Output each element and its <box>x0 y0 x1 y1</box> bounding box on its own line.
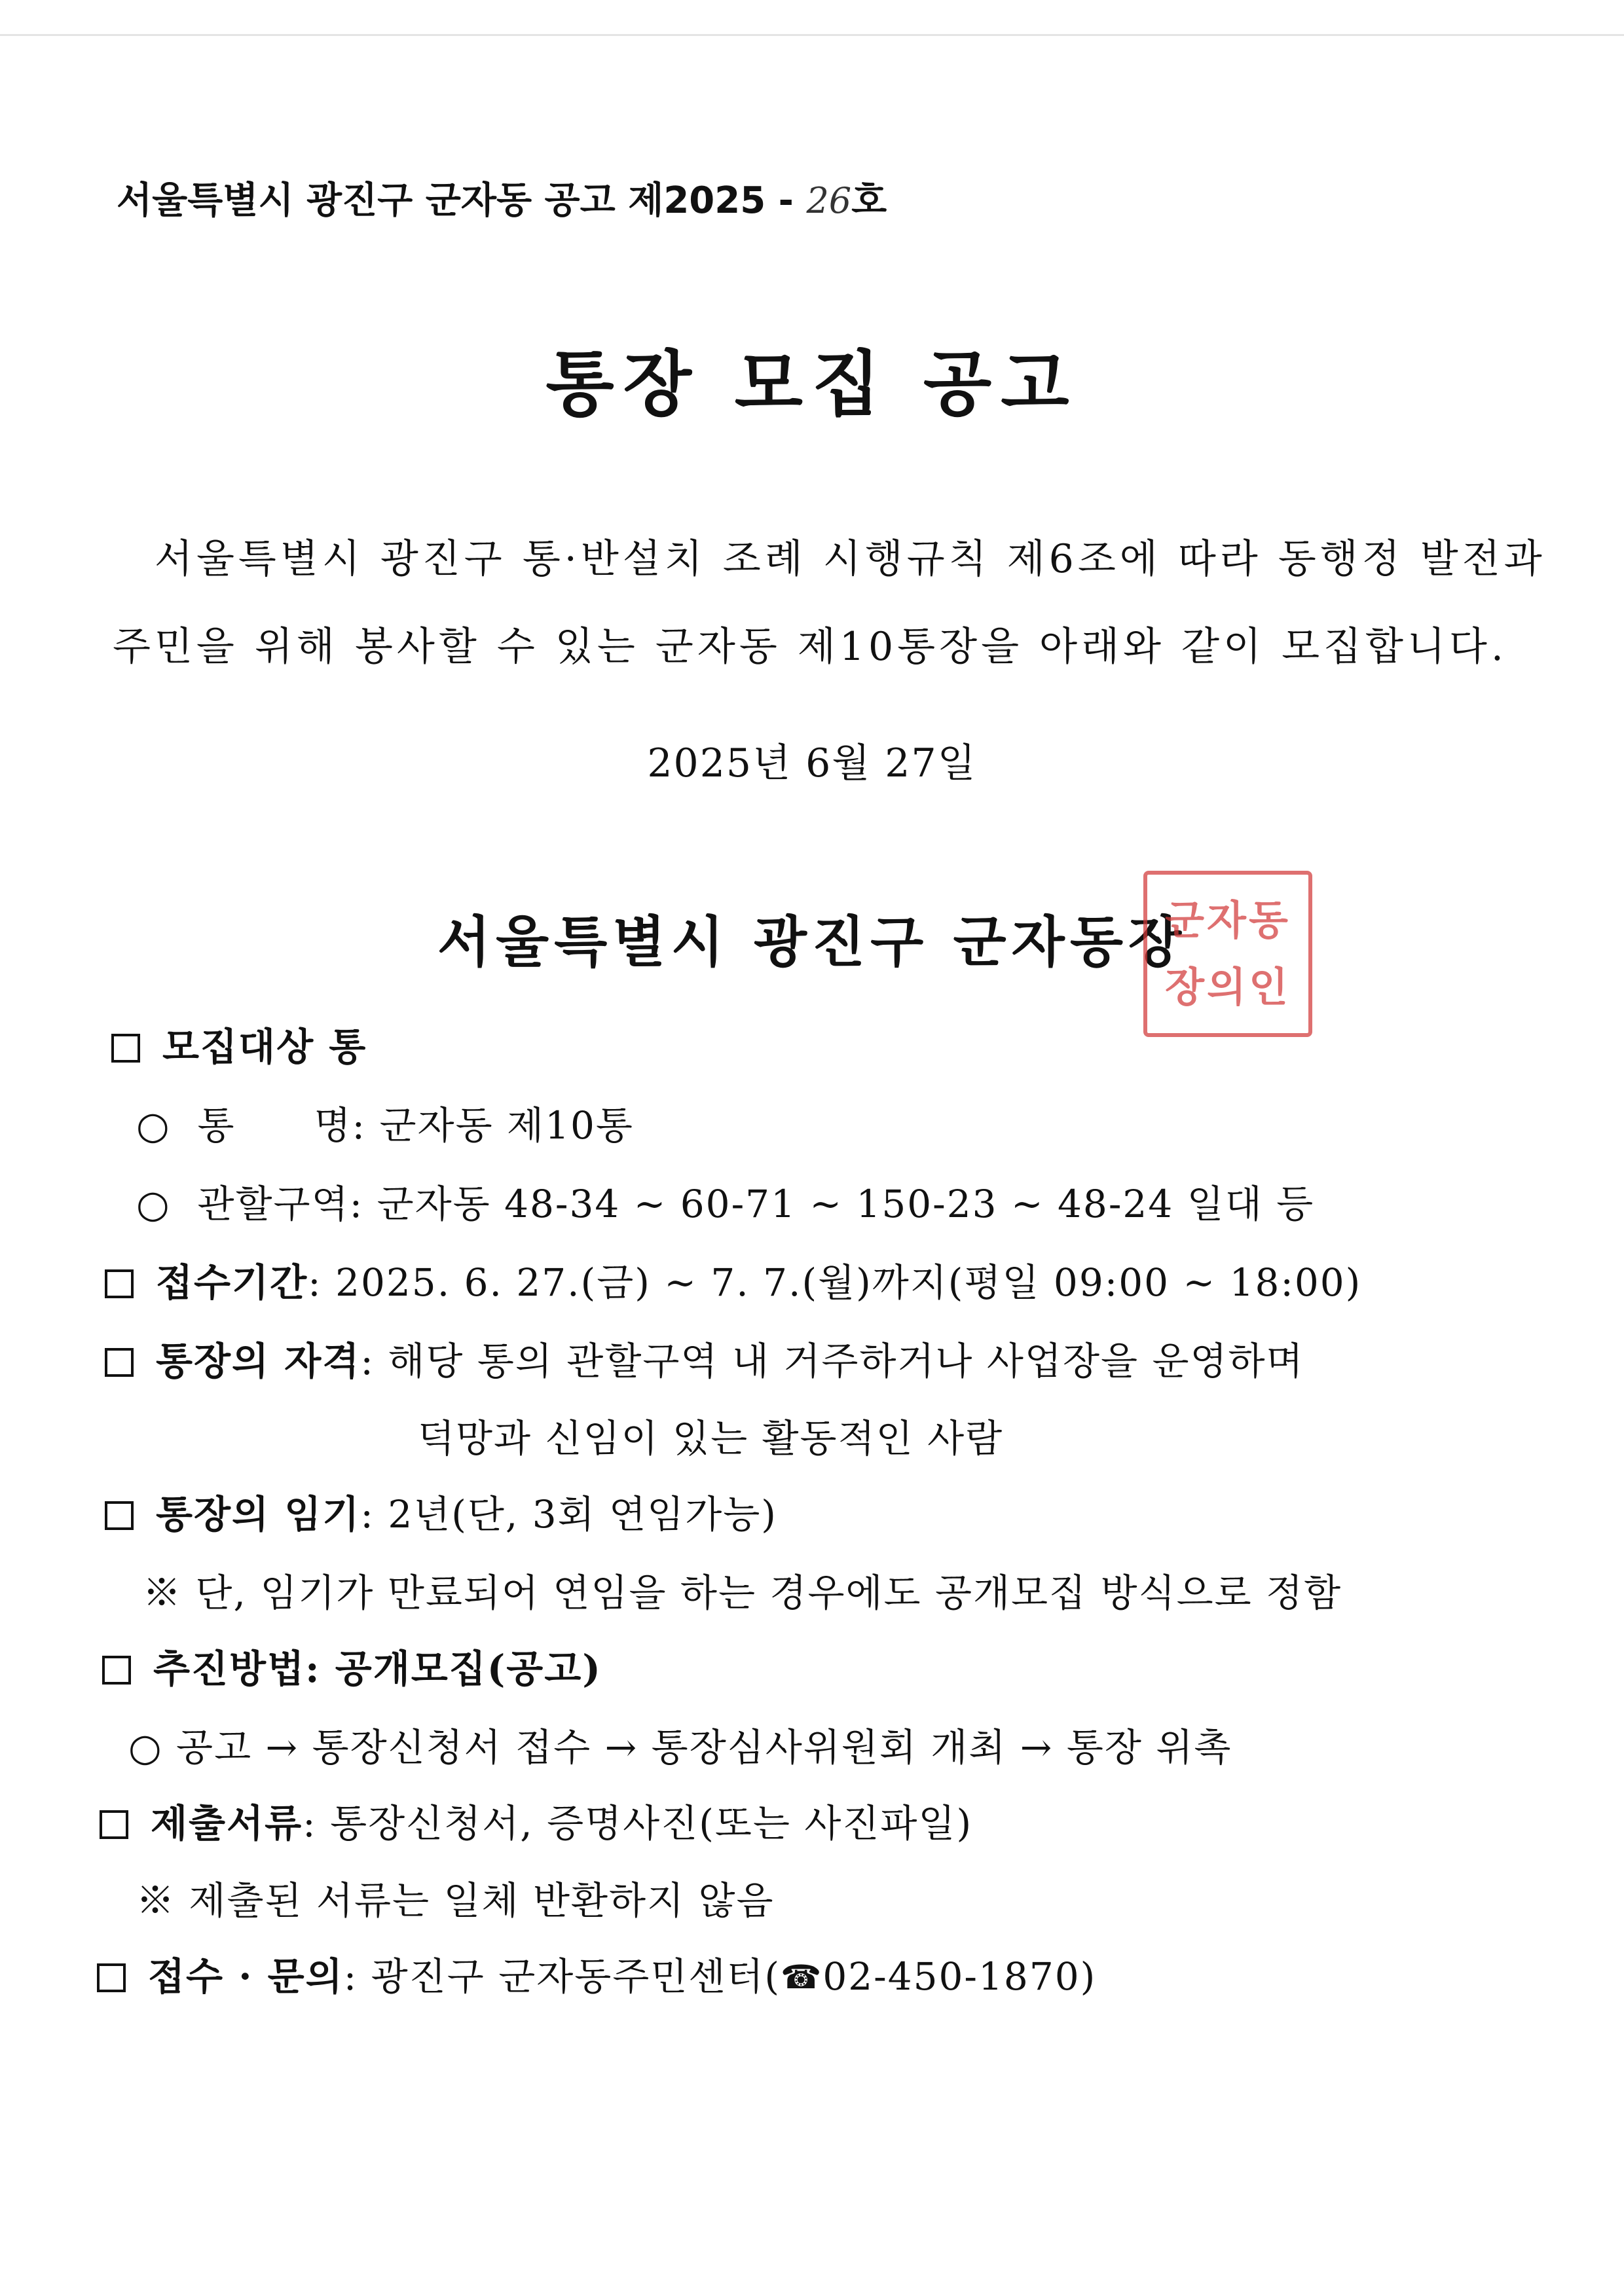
checkbox-icon <box>105 1348 134 1377</box>
phone-icon: ☎ <box>781 1958 823 1996</box>
section-term-value: : 2년(단, 3회 연임가능) <box>360 1492 777 1537</box>
checkbox-icon <box>100 1810 128 1839</box>
target-name-value: 군자동 제10통 <box>379 1103 634 1148</box>
notice-number-prefix: 서울특별시 광진구 군자동 공고 제2025 - <box>117 179 794 222</box>
section-target <box>111 1016 367 1071</box>
target-area-row <box>136 1173 1314 1228</box>
checkbox-icon <box>105 1269 134 1298</box>
notice-number-suffix: 호 <box>851 179 887 222</box>
section-term <box>105 1484 777 1539</box>
notice-number <box>117 172 887 224</box>
notice-date: 2025년 6월 27일 <box>647 740 977 786</box>
section-qualification-label: 통장의 자격 <box>156 1339 361 1383</box>
page-top-edge <box>0 34 1624 36</box>
section-method <box>102 1638 602 1693</box>
intro-line-1: 서울특별시 광진구 통·반설치 조례 시행규칙 제6조에 따라 동행정 발전과 <box>155 536 1546 582</box>
section-documents-note: ※ 제출된 서류는 일체 반환하지 않음 <box>136 1878 775 1923</box>
section-period <box>105 1252 1361 1307</box>
bullet-circle-icon: ○ <box>136 1103 171 1148</box>
section-documents-value: : 통장신청서, 증명사진(또는 사진파일) <box>303 1801 973 1846</box>
section-method-steps: ○ 공고 → 통장신청서 접수 → 통장심사위원회 개최 → 통장 위촉 <box>128 1725 1232 1770</box>
section-documents <box>100 1793 972 1848</box>
section-period-label: 접수기간 <box>156 1260 308 1305</box>
section-period-value: : 2025. 6. 27.(금) ~ 7. 7.(월)까지(평일 09:00 ~ 18:00) <box>308 1260 1362 1305</box>
target-name-label: 통 명: <box>197 1103 367 1148</box>
notice-number-handwritten: 26 <box>806 180 852 221</box>
section-contact <box>97 1946 1096 2001</box>
section-term-note: ※ 단, 임기가 만료되어 연임을 하는 경우에도 공개모집 방식으로 정함 <box>143 1571 1342 1615</box>
bullet-circle-icon: ○ <box>136 1182 171 1226</box>
section-target-label: 모집대상 통 <box>162 1025 367 1069</box>
official-seal <box>1143 871 1312 1037</box>
checkbox-icon <box>97 1963 126 1992</box>
checkbox-icon <box>105 1501 134 1530</box>
seal-line-1: 군자동 <box>1165 896 1291 944</box>
section-contact-prefix: : 광진구 군자동주민센터( <box>343 1954 781 1999</box>
checkbox-icon <box>111 1034 140 1063</box>
target-area-value: 군자동 48-34 ~ 60-71 ~ 150-23 ~ 48-24 일대 등 <box>377 1182 1315 1226</box>
checkbox-icon <box>102 1656 131 1685</box>
section-qualification-line-2: 덕망과 신임이 있는 활동적인 사람 <box>418 1416 1004 1461</box>
section-term-label: 통장의 임기 <box>156 1492 361 1537</box>
section-qualification-line-1: : 해당 통의 관할구역 내 거주하거나 사업장을 운영하며 <box>360 1339 1304 1383</box>
document-title: 통장 모집 공고 <box>545 344 1079 426</box>
section-documents-label: 제출서류 <box>151 1801 303 1846</box>
section-method-label: 추진방법: 공개모집(공고) <box>153 1647 602 1691</box>
section-qualification <box>105 1330 1304 1385</box>
issuer-name: 서울특별시 광진구 군자동장 <box>437 909 1187 974</box>
target-area-label: 관할구역: <box>197 1182 364 1226</box>
intro-line-2: 주민을 위해 봉사할 수 있는 군자동 제10통장을 아래와 같이 모집합니다. <box>113 624 1507 670</box>
seal-line-2: 장의인 <box>1165 963 1291 1011</box>
section-contact-label: 접수 · 문의 <box>148 1954 344 1999</box>
target-name-row <box>136 1095 634 1150</box>
section-contact-phone: 02-450-1870) <box>822 1954 1097 1999</box>
